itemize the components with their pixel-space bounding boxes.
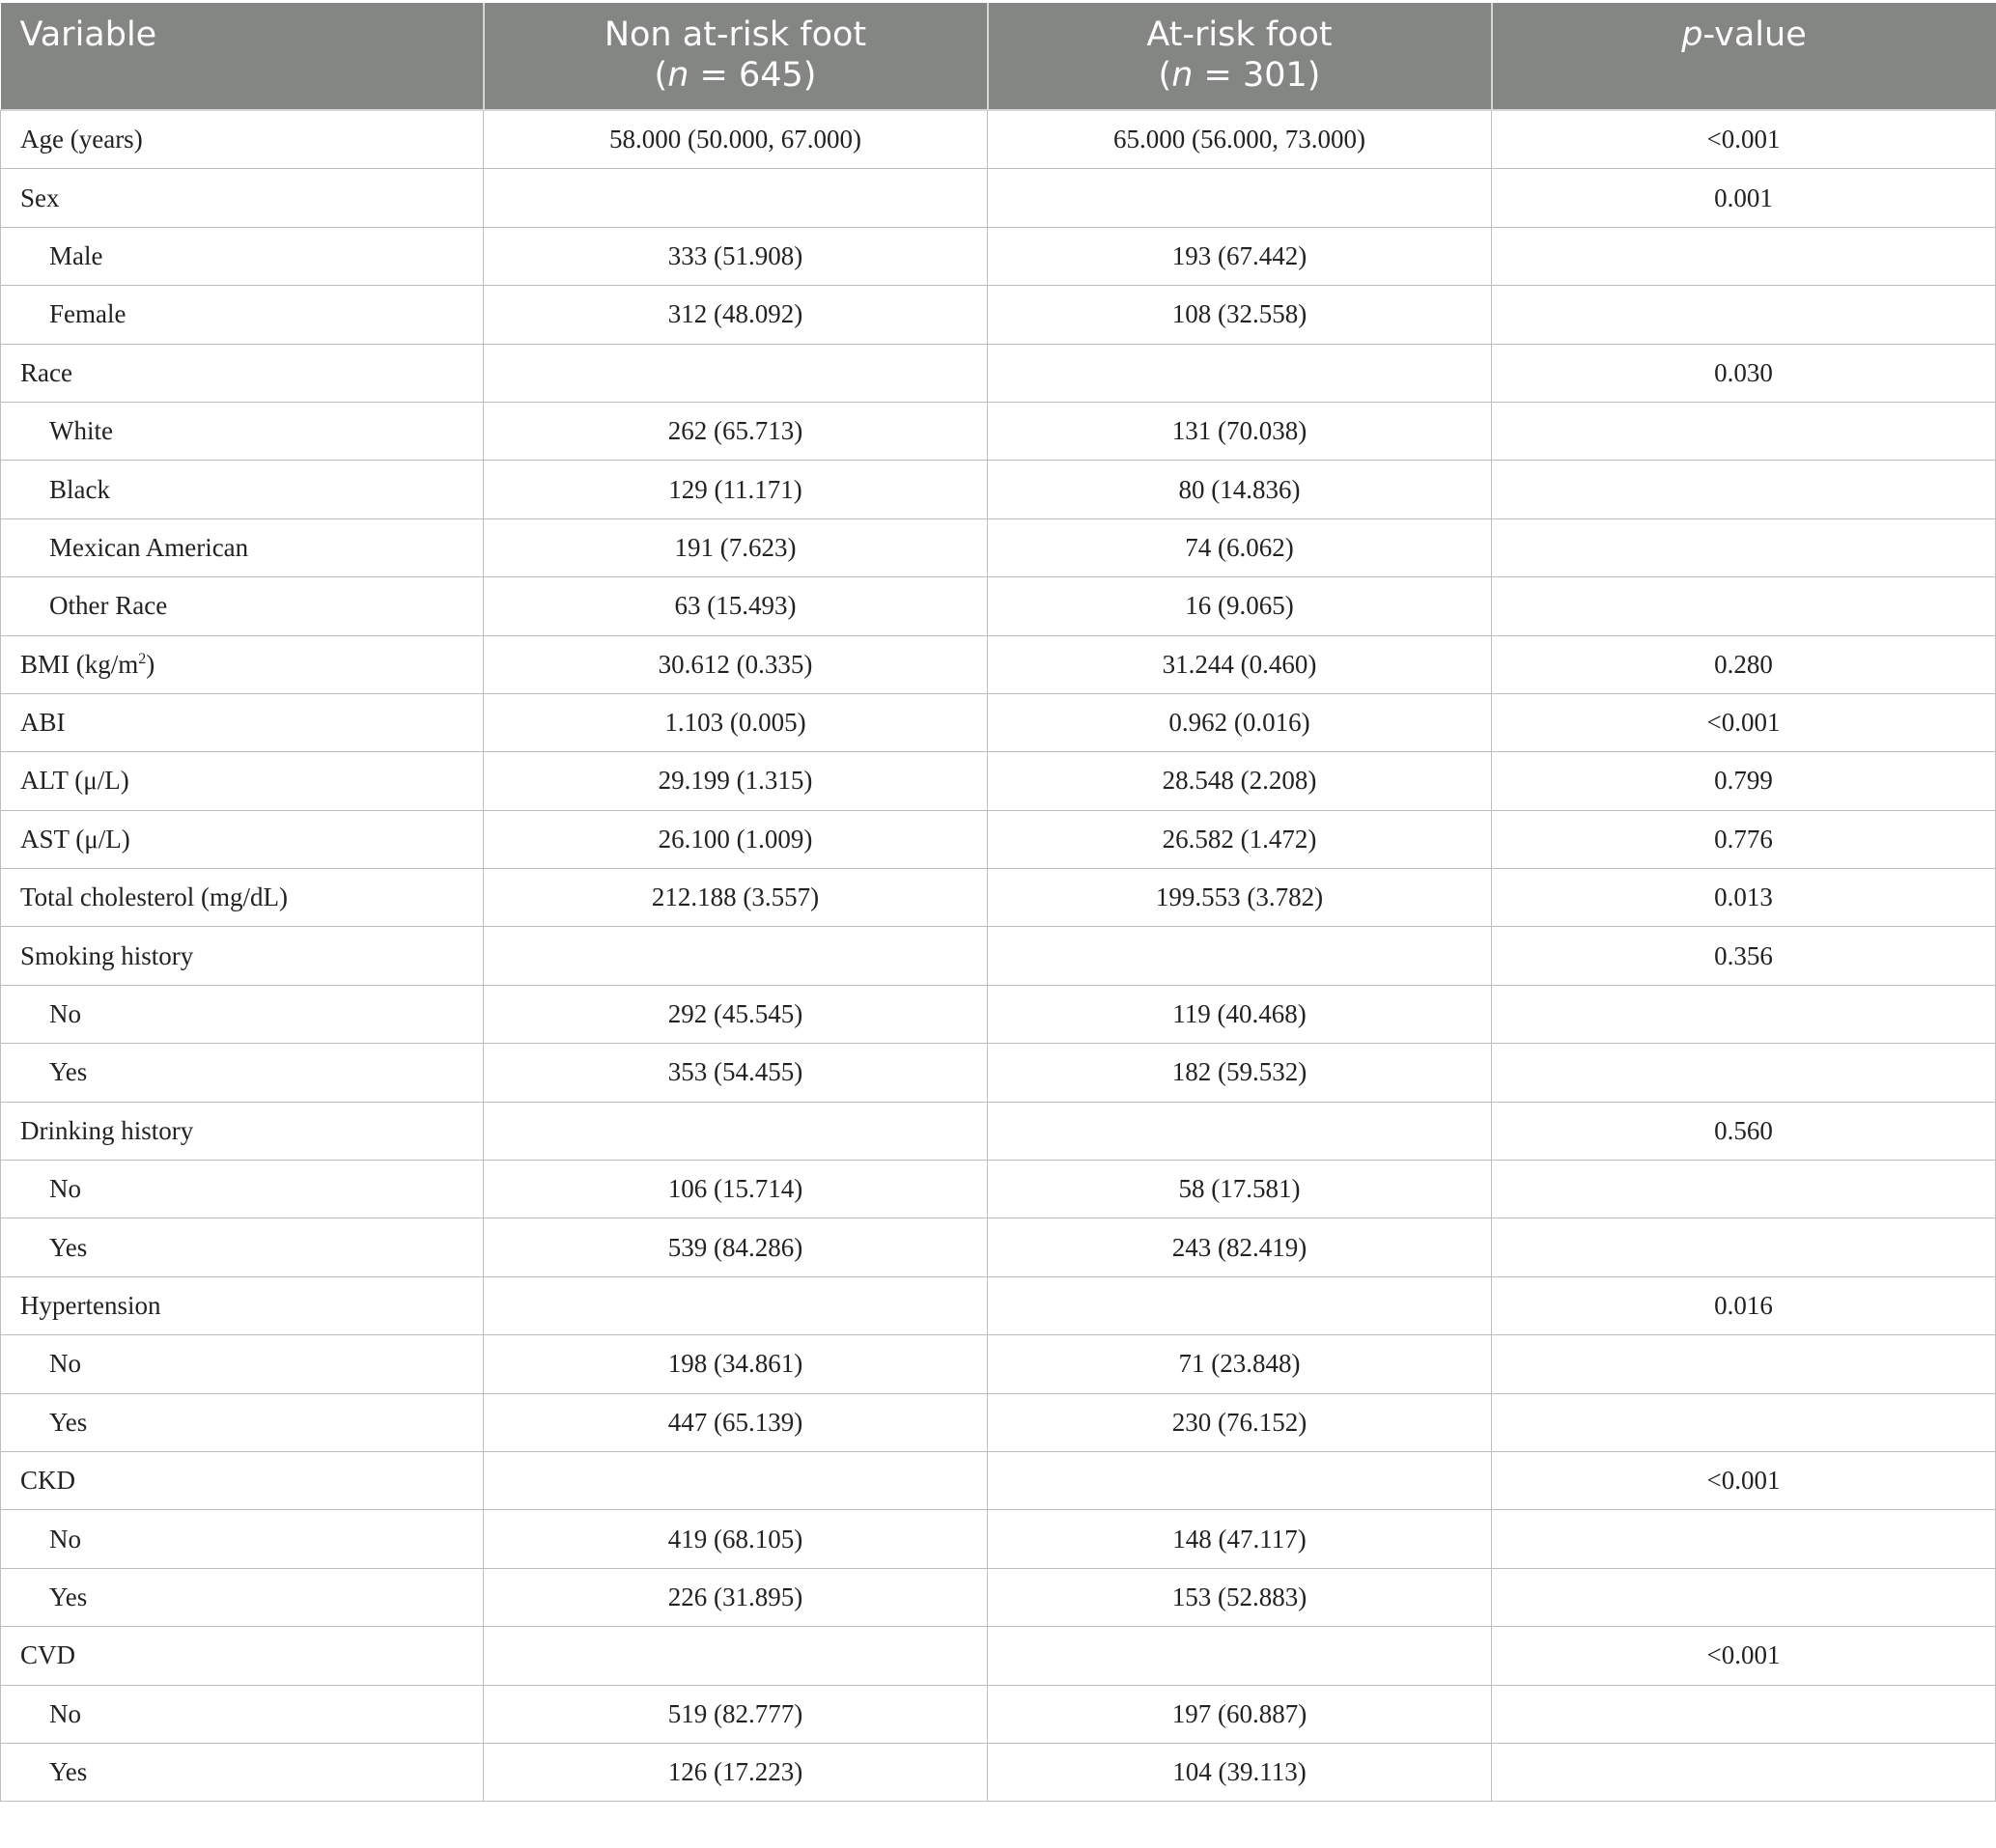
at-risk-value: 74 (6.062) <box>988 518 1492 576</box>
p-value: 0.001 <box>1492 169 1996 227</box>
header-non-at-risk <box>484 3 988 110</box>
at-risk-value: 148 (47.117) <box>988 1510 1492 1568</box>
table-row <box>1 635 1996 693</box>
row-label: No <box>1 1335 484 1393</box>
p-value: <0.001 <box>1492 1627 1996 1685</box>
row-label: CVD <box>1 1627 484 1685</box>
table-row <box>1 1568 1996 1626</box>
non-at-risk-value: 29.199 (1.315) <box>484 752 988 810</box>
non-at-risk-value: 1.103 (0.005) <box>484 693 988 751</box>
p-value <box>1492 1568 1996 1626</box>
at-risk-value: 131 (70.038) <box>988 402 1492 460</box>
p-value <box>1492 1685 1996 1743</box>
table-row <box>1 461 1996 518</box>
row-label: No <box>1 985 484 1043</box>
table-row <box>1 1276 1996 1334</box>
p-value <box>1492 577 1996 635</box>
table-row <box>1 1335 1996 1393</box>
p-value: 0.013 <box>1492 869 1996 927</box>
row-label: Yes <box>1 1568 484 1626</box>
table-header <box>1 3 1996 110</box>
header-at-risk-n: (n = 301) <box>1158 56 1321 95</box>
at-risk-value: 108 (32.558) <box>988 286 1492 344</box>
at-risk-value: 26.582 (1.472) <box>988 810 1492 868</box>
table-row <box>1 1102 1996 1160</box>
p-value <box>1492 1393 1996 1451</box>
non-at-risk-value: 106 (15.714) <box>484 1161 988 1218</box>
at-risk-value: 28.548 (2.208) <box>988 752 1492 810</box>
p-value <box>1492 1218 1996 1276</box>
non-at-risk-value: 212.188 (3.557) <box>484 869 988 927</box>
row-label: Yes <box>1 1393 484 1451</box>
p-value <box>1492 461 1996 518</box>
at-risk-value: 71 (23.848) <box>988 1335 1492 1393</box>
non-at-risk-value: 26.100 (1.009) <box>484 810 988 868</box>
non-at-risk-value: 129 (11.171) <box>484 461 988 518</box>
table-row <box>1 344 1996 402</box>
p-value: 0.776 <box>1492 810 1996 868</box>
non-at-risk-value <box>484 1276 988 1334</box>
row-label: ABI <box>1 693 484 751</box>
at-risk-value: 31.244 (0.460) <box>988 635 1492 693</box>
p-value: 0.016 <box>1492 1276 1996 1334</box>
at-risk-value: 193 (67.442) <box>988 227 1492 285</box>
p-value <box>1492 402 1996 460</box>
at-risk-value: 104 (39.113) <box>988 1743 1492 1801</box>
table-row <box>1 169 1996 227</box>
table-row <box>1 1510 1996 1568</box>
row-label: White <box>1 402 484 460</box>
non-at-risk-value: 198 (34.861) <box>484 1335 988 1393</box>
table-row <box>1 402 1996 460</box>
row-label: Black <box>1 461 484 518</box>
p-value: 0.280 <box>1492 635 1996 693</box>
at-risk-value <box>988 1276 1492 1334</box>
table-row <box>1 1218 1996 1276</box>
at-risk-value: 230 (76.152) <box>988 1393 1492 1451</box>
row-label: Total cholesterol (mg/dL) <box>1 869 484 927</box>
table-row <box>1 810 1996 868</box>
non-at-risk-value: 226 (31.895) <box>484 1568 988 1626</box>
at-risk-value: 199.553 (3.782) <box>988 869 1492 927</box>
row-label: Age (years) <box>1 110 484 169</box>
non-at-risk-value: 519 (82.777) <box>484 1685 988 1743</box>
non-at-risk-value <box>484 169 988 227</box>
at-risk-value <box>988 1451 1492 1509</box>
table-row <box>1 110 1996 169</box>
table-row <box>1 1044 1996 1102</box>
row-label: Female <box>1 286 484 344</box>
at-risk-value: 153 (52.883) <box>988 1568 1492 1626</box>
p-value: 0.030 <box>1492 344 1996 402</box>
table-row <box>1 577 1996 635</box>
p-value <box>1492 1510 1996 1568</box>
p-value <box>1492 518 1996 576</box>
table-row <box>1 518 1996 576</box>
row-label: No <box>1 1161 484 1218</box>
p-value: <0.001 <box>1492 693 1996 751</box>
table-row <box>1 869 1996 927</box>
at-risk-value: 65.000 (56.000, 73.000) <box>988 110 1492 169</box>
p-value <box>1492 1335 1996 1393</box>
header-at-risk-label: At-risk foot <box>1146 15 1333 54</box>
non-at-risk-value: 447 (65.139) <box>484 1393 988 1451</box>
p-value: 0.799 <box>1492 752 1996 810</box>
row-label: CKD <box>1 1451 484 1509</box>
row-label: Yes <box>1 1743 484 1801</box>
p-value: 0.356 <box>1492 927 1996 985</box>
row-label: No <box>1 1685 484 1743</box>
non-at-risk-value <box>484 1627 988 1685</box>
row-label: Other Race <box>1 577 484 635</box>
at-risk-value: 80 (14.836) <box>988 461 1492 518</box>
non-at-risk-value <box>484 1451 988 1509</box>
p-value: <0.001 <box>1492 110 1996 169</box>
header-at-risk <box>988 3 1492 110</box>
table-row <box>1 1743 1996 1801</box>
row-label: Sex <box>1 169 484 227</box>
p-value <box>1492 227 1996 285</box>
at-risk-value <box>988 169 1492 227</box>
at-risk-value <box>988 344 1492 402</box>
row-label: Race <box>1 344 484 402</box>
table-body <box>1 110 1996 1802</box>
p-value <box>1492 1044 1996 1102</box>
at-risk-value <box>988 1102 1492 1160</box>
non-at-risk-value: 292 (45.545) <box>484 985 988 1043</box>
header-variable-label: Variable <box>19 15 157 54</box>
at-risk-value <box>988 1627 1492 1685</box>
at-risk-value: 0.962 (0.016) <box>988 693 1492 751</box>
non-at-risk-value <box>484 344 988 402</box>
non-at-risk-value: 353 (54.455) <box>484 1044 988 1102</box>
row-label: BMI $(kg/m^2)$ <box>1 635 484 693</box>
header-non-at-risk-label: Non at-risk foot <box>604 15 867 54</box>
non-at-risk-value: 333 (51.908) <box>484 227 988 285</box>
table-row <box>1 227 1996 285</box>
p-value: <0.001 <box>1492 1451 1996 1509</box>
at-risk-value <box>988 927 1492 985</box>
header-p-value: p-value <box>1492 3 1996 110</box>
at-risk-value: 243 (82.419) <box>988 1218 1492 1276</box>
non-at-risk-value: 539 (84.286) <box>484 1218 988 1276</box>
table-row <box>1 752 1996 810</box>
p-value <box>1492 985 1996 1043</box>
non-at-risk-value <box>484 927 988 985</box>
non-at-risk-value: 58.000 (50.000, 67.000) <box>484 110 988 169</box>
row-label: Mexican American <box>1 518 484 576</box>
row-label: Drinking history <box>1 1102 484 1160</box>
p-value <box>1492 286 1996 344</box>
non-at-risk-value: 312 (48.092) <box>484 286 988 344</box>
row-label: Male <box>1 227 484 285</box>
table-row <box>1 927 1996 985</box>
table-row <box>1 985 1996 1043</box>
p-value <box>1492 1743 1996 1801</box>
at-risk-value: 197 (60.887) <box>988 1685 1492 1743</box>
header-non-at-risk-n: (n = 645) <box>654 56 817 95</box>
at-risk-value: 58 (17.581) <box>988 1161 1492 1218</box>
non-at-risk-value: 126 (17.223) <box>484 1743 988 1801</box>
row-label: Yes <box>1 1218 484 1276</box>
row-label: Hypertension <box>1 1276 484 1334</box>
table-row <box>1 1161 1996 1218</box>
row-label: ALT (μ/L) <box>1 752 484 810</box>
table-row <box>1 693 1996 751</box>
row-label: AST (μ/L) <box>1 810 484 868</box>
p-value: 0.560 <box>1492 1102 1996 1160</box>
baseline-characteristics-table <box>0 3 1996 1802</box>
row-label: Smoking history <box>1 927 484 985</box>
at-risk-value: 119 (40.468) <box>988 985 1492 1043</box>
table-row <box>1 1393 1996 1451</box>
row-label: No <box>1 1510 484 1568</box>
non-at-risk-value: 419 (68.105) <box>484 1510 988 1568</box>
table-row <box>1 1627 1996 1685</box>
non-at-risk-value: 63 (15.493) <box>484 577 988 635</box>
non-at-risk-value <box>484 1102 988 1160</box>
table-row <box>1 1685 1996 1743</box>
at-risk-value: 16 (9.065) <box>988 577 1492 635</box>
table-row <box>1 286 1996 344</box>
non-at-risk-value: 30.612 (0.335) <box>484 635 988 693</box>
header-row <box>1 3 1996 110</box>
row-label: Yes <box>1 1044 484 1102</box>
non-at-risk-value: 191 (7.623) <box>484 518 988 576</box>
p-value <box>1492 1161 1996 1218</box>
non-at-risk-value: 262 (65.713) <box>484 402 988 460</box>
at-risk-value: 182 (59.532) <box>988 1044 1492 1102</box>
table-row <box>1 1451 1996 1509</box>
header-variable <box>1 3 484 110</box>
